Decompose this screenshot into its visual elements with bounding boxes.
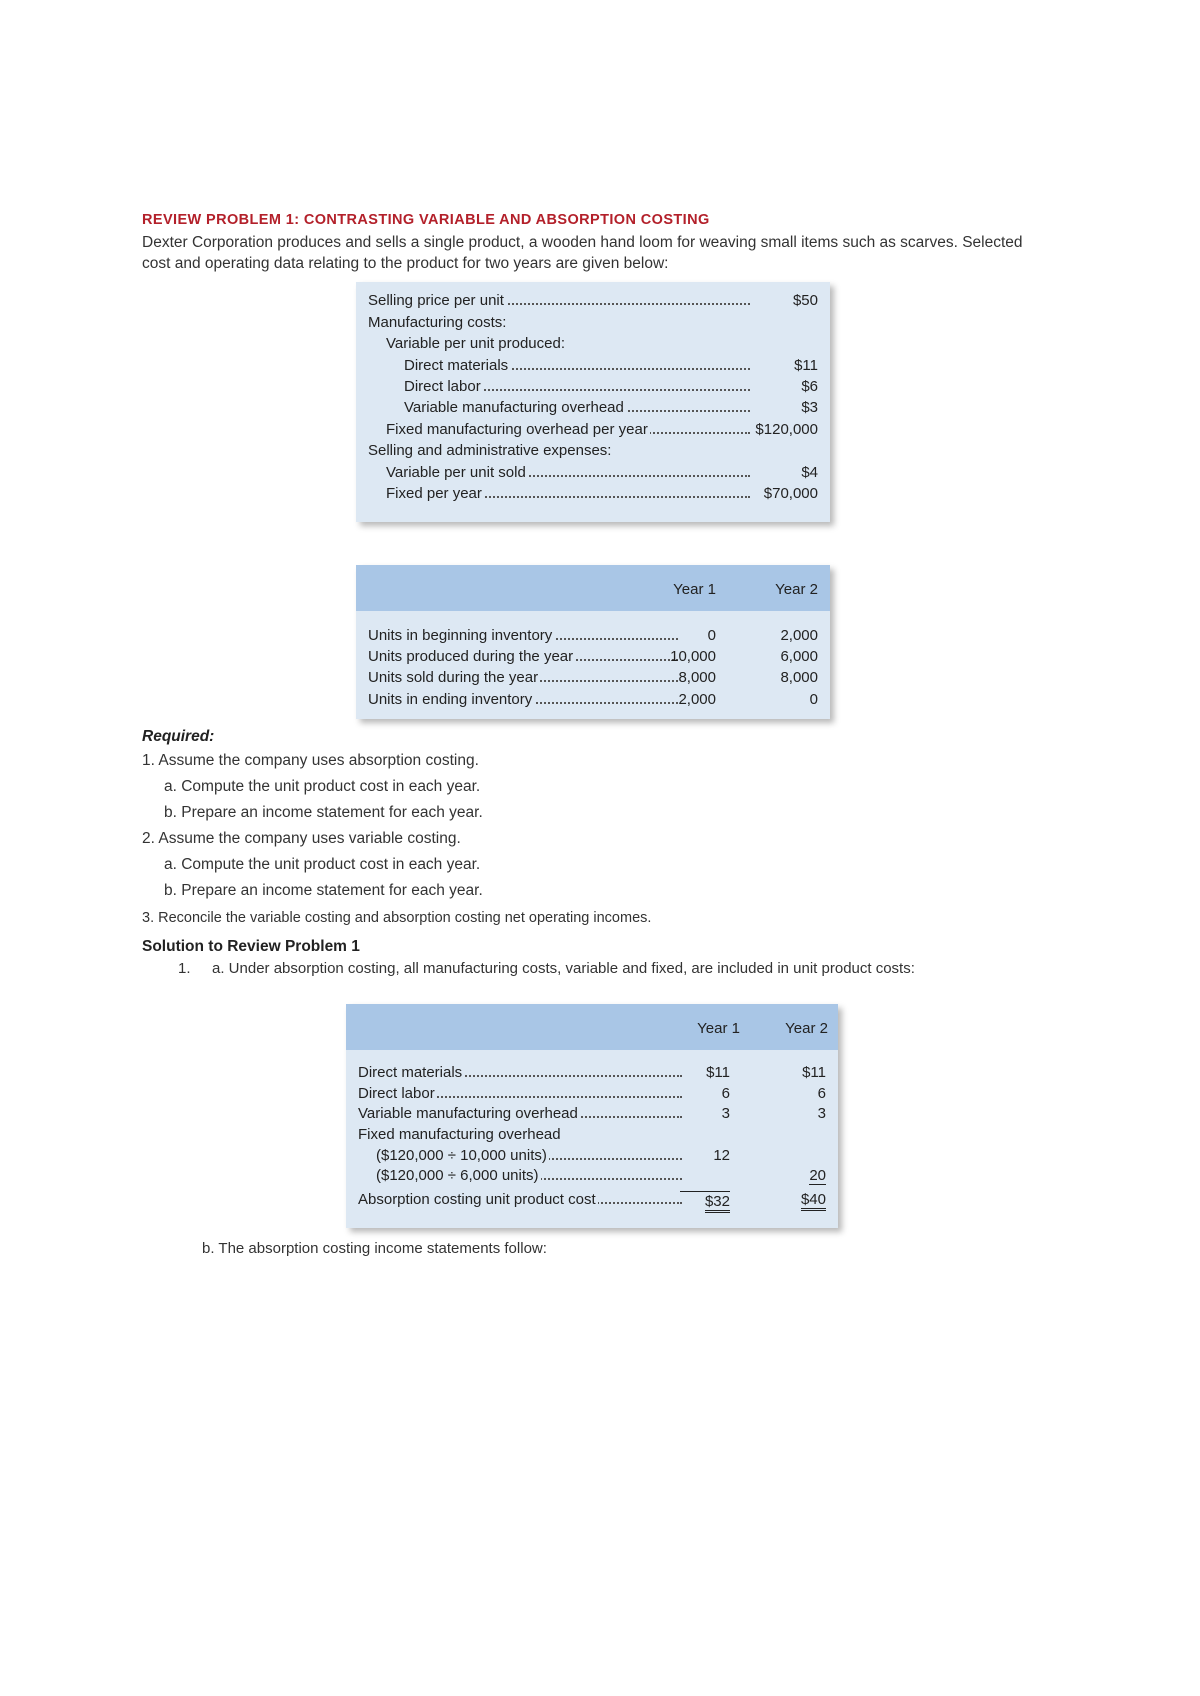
column-header-year-2: Year 2	[785, 1020, 828, 1037]
cost-row-label: Variable per unit sold	[386, 464, 750, 481]
column-header-year-1: Year 1	[697, 1020, 740, 1037]
cost-row-label: Manufacturing costs:	[368, 314, 507, 331]
cost-row-label: Fixed manufacturing overhead per year	[386, 421, 750, 438]
solution-item-1a: a. Under absorption costing, all manufacturing costs, variable and fixed, are included in unit product costs:	[212, 960, 915, 977]
page-title: REVIEW PROBLEM 1: CONTRASTING VARIABLE AND ABSORPTION COSTING	[142, 212, 710, 228]
required-item-3: 3. Reconcile the variable costing and absorption costing net operating incomes.	[142, 910, 652, 926]
cost-row-value: $4	[801, 464, 818, 481]
absorption-row-year-1: 12	[713, 1147, 730, 1164]
absorption-row-label: Variable manufacturing overhead	[358, 1105, 682, 1122]
absorption-total-year-1: $32	[680, 1191, 730, 1210]
cost-row-value: $3	[801, 399, 818, 416]
solution-item-1b: b. The absorption costing income statements follow:	[202, 1240, 547, 1257]
required-heading: Required:	[142, 728, 215, 745]
absorption-row-label: Direct materials	[358, 1064, 682, 1081]
units-row-year-1: 8,000	[678, 669, 716, 686]
absorption-row-year-2: 3	[817, 1105, 826, 1122]
solution-heading: Solution to Review Problem 1	[142, 938, 360, 955]
cost-row-value: $120,000	[755, 421, 818, 438]
absorption-row-year-2: 6	[817, 1085, 826, 1102]
required-item-2a: a. Compute the unit product cost in each year.	[164, 856, 481, 873]
absorption-total-year-2: $40	[758, 1191, 826, 1208]
absorption-row-year-2: 20	[809, 1167, 826, 1184]
cost-data-table	[356, 282, 830, 522]
units-row-year-1: 2,000	[678, 691, 716, 708]
intro-paragraph: Dexter Corporation produces and sells a single product, a wooden hand loom for weaving small items such as scarves. Selected cost and operating data relating to the product for two years are given below:	[142, 234, 1023, 272]
required-item-1a: a. Compute the unit product cost in each year.	[164, 778, 481, 795]
units-row-year-2: 6,000	[780, 648, 818, 665]
units-row-label: Units sold during the year	[368, 669, 678, 686]
cost-row-value: $11	[794, 357, 818, 374]
column-header-year-1: Year 1	[673, 581, 716, 598]
column-header-year-2: Year 2	[775, 581, 818, 598]
cost-row-label: Direct materials	[404, 357, 750, 374]
units-row-label: Units in beginning inventory	[368, 627, 678, 644]
units-row-label: Units produced during the year	[368, 648, 678, 665]
absorption-row-label: Direct labor	[358, 1085, 682, 1102]
cost-row-value: $6	[801, 378, 818, 395]
cost-row-label: Selling and administrative expenses:	[368, 442, 612, 459]
absorption-row-label: Absorption costing unit product cost	[358, 1191, 682, 1208]
required-item-1: 1. Assume the company uses absorption costing.	[142, 752, 479, 769]
units-row-year-1: 10,000	[670, 648, 716, 665]
units-row-year-2: 0	[809, 691, 818, 708]
required-item-1b: b. Prepare an income statement for each year.	[164, 804, 483, 821]
absorption-row-year-2: $11	[802, 1064, 826, 1081]
cost-row-value: $50	[792, 292, 818, 309]
solution-item-number: 1.	[178, 960, 191, 977]
absorption-row-label: Fixed manufacturing overhead	[358, 1126, 561, 1143]
units-row-year-2: 8,000	[780, 669, 818, 686]
units-table	[356, 565, 830, 719]
cost-row-label: Variable per unit produced:	[386, 335, 566, 352]
required-item-2: 2. Assume the company uses variable costing.	[142, 830, 461, 847]
units-row-label: Units in ending inventory	[368, 691, 678, 708]
cost-row-value: $70,000	[763, 485, 818, 502]
cost-row-label: Selling price per unit	[368, 292, 750, 309]
absorption-row-year-1: 3	[721, 1105, 730, 1122]
cost-row-label: Direct labor	[404, 378, 750, 395]
absorption-row-year-1: $11	[706, 1064, 730, 1081]
absorption-row-label: ($120,000 ÷ 10,000 units)	[376, 1147, 682, 1164]
absorption-row-year-1: 6	[721, 1085, 730, 1102]
units-row-year-1: 0	[707, 627, 716, 644]
required-item-2b: b. Prepare an income statement for each year.	[164, 882, 483, 899]
cost-row-label: Variable manufacturing overhead	[404, 399, 750, 416]
cost-row-label: Fixed per year	[386, 485, 750, 502]
units-row-year-2: 2,000	[780, 627, 818, 644]
absorption-cost-table	[346, 1004, 838, 1228]
absorption-row-label: ($120,000 ÷ 6,000 units)	[376, 1167, 682, 1184]
